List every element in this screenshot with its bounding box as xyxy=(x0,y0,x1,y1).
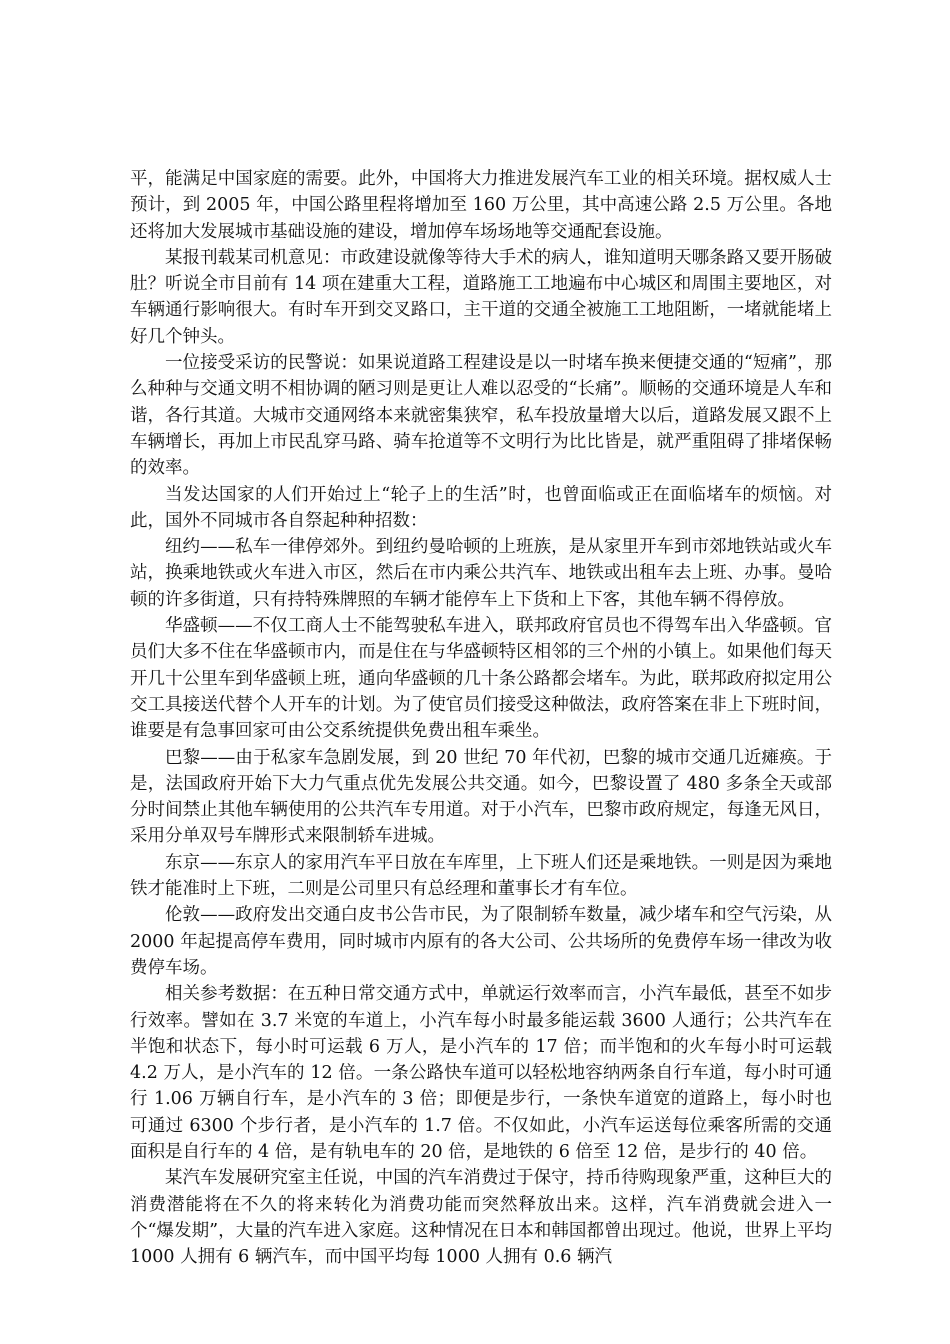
paragraph-tokyo: 东京——东京人的家用汽车平日放在车库里，上下班人们还是乘地铁。一则是因为乘地铁才能准时上下班，二则是公司里只有总经理和董事长才有车位。 xyxy=(130,852,832,900)
paragraph-foreign-cities: 当发达国家的人们开始过上“轮子上的生活”时，也曾面临或正在面临堵车的烦恼。对此，国外不同城市各自祭起种种招数： xyxy=(130,484,832,531)
document-body xyxy=(130,166,832,1270)
paragraph-london: 伦敦——政府发出交通白皮书公告市民，为了限制轿车数量，减少堵车和空气污染，从 2000 年起提高停车费用，同时城市内原有的各大公司、公共场所的免费停车场一律改为收费停车场。 xyxy=(130,905,832,978)
paragraph-driver-opinion: 某报刊载某司机意见：市政建设就像等待大手术的病人，谁知道明天哪条路又要开肠破肚？听说全市目前有 14 项在建重大工程，道路施工工地遍布中心城区和周围主要地区，对车辆通行影响很大。有时车开到交叉路口，主干道的交通全被施工工地阻断，一堵就能堵上好几个钟头。 xyxy=(130,247,832,347)
paragraph-continued-intro: 平，能满足中国家庭的需要。此外，中国将大力推进发展汽车工业的相关环境。据权威人士预计，到 2005 年，中国公路里程将增加至 160 万公里，其中高速公路 2.5 万公里。各地还将加大发展城市基础设施的建设，增加停车场场地等交通配套设施。 xyxy=(130,169,832,242)
paragraph-consumption-outlook: 某汽车发展研究室主任说，中国的汽车消费过于保守，持币待购现象严重，这种巨大的消费潜能将在不久的将来转化为消费功能而突然释放出来。这样，汽车消费就会进入一个“爆发期”，大量的汽车进入家庭。这种情况在日本和韩国都曾出现过。他说，世界上平均 1000 人拥有 6 辆汽车，而中国平均每 1000 人拥有 0.6 辆汽 xyxy=(130,1168,832,1268)
paragraph-police-interview: 一位接受采访的民警说：如果说道路工程建设是以一时堵车换来便捷交通的“短痛”，那么种种与交通文明不相协调的陋习则是更让人难以忍受的“长痛”。顺畅的交通环境是人车和谐，各行其道。大城市交通网络本来就密集狭窄，私车投放量增大以后，道路发展又跟不上车辆增长，再加上市民乱穿马路、骑车抢道等不文明行为比比皆是，就严重阻碍了排堵保畅的效率。 xyxy=(130,353,832,479)
paragraph-paris: 巴黎——由于私家车急剧发展，到 20 世纪 70 年代初，巴黎的城市交通几近瘫痪。于是，法国政府开始下大力气重点优先发展公共交通。如今，巴黎设置了 480 多条全天或部分时间禁止其他车辆使用的公共汽车专用道。对于小汽车，巴黎市政府规定，每逢无风日，采用分单双号车牌形式来限制轿车进城。 xyxy=(130,747,832,847)
paragraph-reference-data: 相关参考数据：在五种日常交通方式中，单就运行效率而言，小汽车最低，甚至不如步行效率。譬如在 3.7 米宽的车道上，小汽车每小时最多能运载 3600 人通行；公共汽车在半饱和状态下，每小时可运载 6 万人，是小汽车的 17 倍；而半饱和的火车每小时可运载 4.2 万人，是小汽车的 12 倍。一条公路快车道可以轻松地容纳两条自行车道，每小时可通行 1.06 万辆自行车，是小汽车的 3 倍；即便是步行，一条快车道宽的道路上，每小时也可通过 6300 个步行者，是小汽车的 1.7 倍。不仅如此，小汽车运送每位乘客所需的交通面积是自行车的 4 倍，是有轨电车的 20 倍，是地铁的 6 倍至 12 倍，是步行的 40 倍。 xyxy=(130,984,832,1162)
paragraph-washington: 华盛顿——不仅工商人士不能驾驶私车进入，联邦政府官员也不得驾车出入华盛顿。官员们大多不住在华盛顿市内，而是住在与华盛顿特区相邻的三个州的小镇上。如果他们每天开几十公里车到华盛顿上班，通向华盛顿的几十条公路都会堵车。为此，联邦政府拟定用公交工具接送代替个人开车的计划。为了使官员们接受这种做法，政府答案在非上下班时间，谁要是有急事回家可由公交系统提供免费出租车乘坐。 xyxy=(130,616,832,742)
paragraph-new-york: 纽约——私车一律停郊外。到纽约曼哈顿的上班族，是从家里开车到市郊地铁站或火车站，换乘地铁或火车进入市区，然后在市内乘公共汽车、地铁或出租车去上班、办事。曼哈顿的许多街道，只有持特殊牌照的车辆才能停车上下货和上下客，其他车辆不得停放。 xyxy=(130,537,832,610)
